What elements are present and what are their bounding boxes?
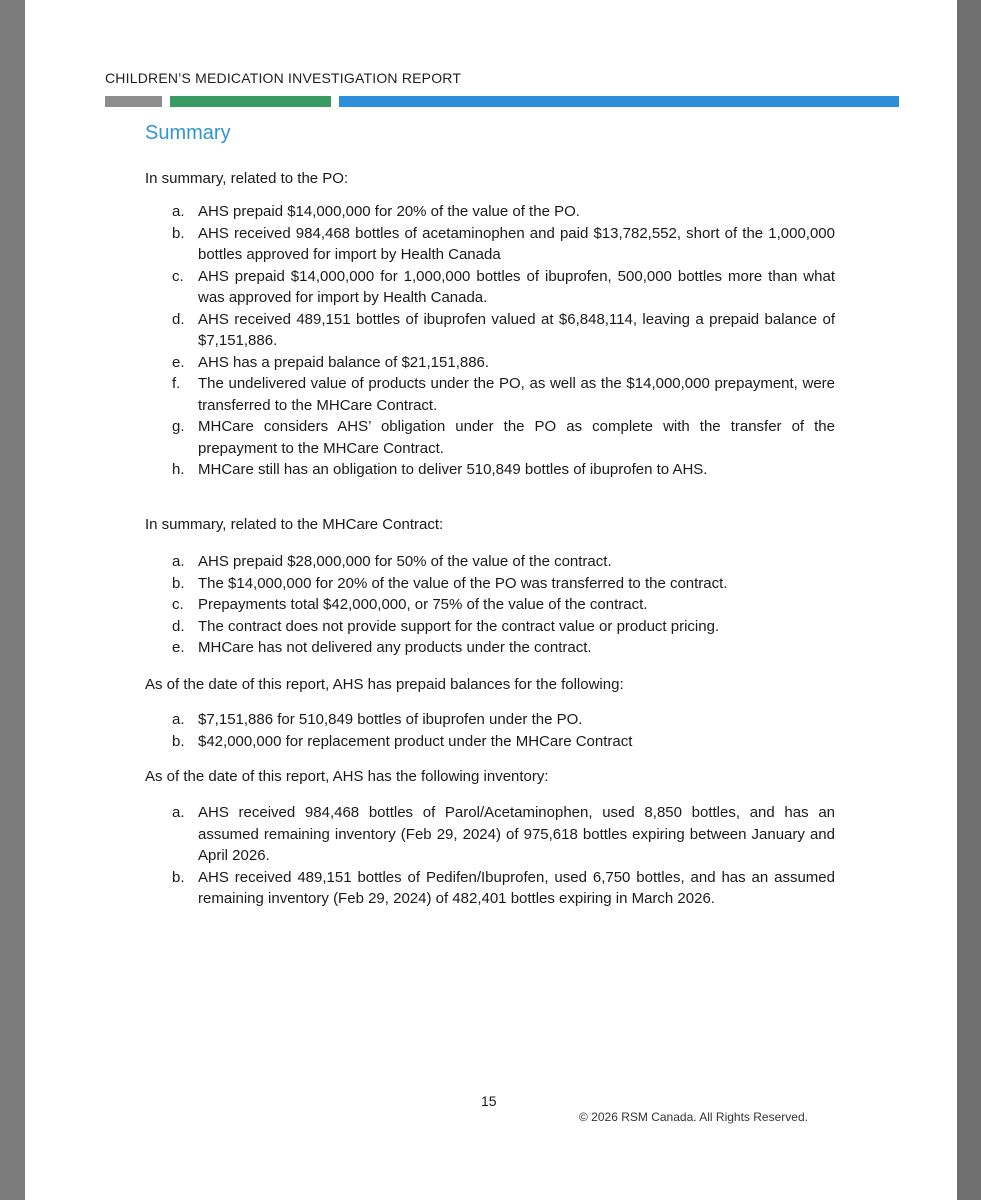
- list-item: [145, 266, 835, 309]
- list-item-text: AHS has a prepaid balance of $21,151,886.: [198, 353, 490, 371]
- list-item: [145, 223, 835, 266]
- list-item: [145, 352, 835, 374]
- list-item-marker: h.: [172, 461, 185, 478]
- list-item-marker: d.: [172, 310, 185, 328]
- list-item: [145, 867, 835, 910]
- list-item-text: AHS prepaid $14,000,000 for 1,000,000 bottles of ibuprofen, 500,000 bottles more than what was approved for import by Health Canada.: [198, 267, 835, 306]
- list-item-text: The $14,000,000 for 20% of the value of the PO was transferred to the contract.: [198, 574, 728, 592]
- list-item-marker: g.: [172, 418, 185, 435]
- list-item-marker: b.: [172, 732, 185, 750]
- list-item: [145, 416, 835, 459]
- contract-summary-list: [145, 551, 835, 659]
- header-bar-green: [170, 96, 331, 107]
- list-item-text: AHS prepaid $14,000,000 for 20% of the value of the PO.: [198, 203, 580, 220]
- list-item-text: AHS received 984,468 bottles of acetaminophen and paid $13,782,552, short of the 1,000,000 bottles approved for import by Health Canada: [198, 224, 835, 263]
- list-item: [145, 802, 835, 867]
- list-item: [145, 573, 835, 595]
- report-header-title: CHILDREN’S MEDICATION INVESTIGATION REPORT: [105, 70, 462, 86]
- balances-intro: As of the date of this report, AHS has prepaid balances for the following:: [145, 676, 624, 693]
- list-item-text: Prepayments total $42,000,000, or 75% of the value of the contract.: [198, 596, 648, 613]
- list-item-text: $42,000,000 for replacement product under the MHCare Contract: [198, 732, 633, 750]
- list-item-marker: b.: [172, 224, 185, 242]
- list-item-marker: e.: [172, 353, 185, 371]
- header-bar-blue: [339, 96, 899, 107]
- section-title: Summary: [145, 122, 231, 144]
- list-item: [145, 594, 835, 616]
- list-item-marker: a.: [172, 804, 185, 821]
- list-item: [145, 731, 835, 753]
- list-item-text: The contract does not provide support for the contract value or product pricing.: [198, 617, 720, 635]
- list-item-marker: e.: [172, 639, 185, 656]
- list-item-marker: a.: [172, 203, 185, 220]
- list-item-marker: c.: [172, 267, 184, 285]
- list-item: [145, 309, 835, 352]
- list-item-text: The undelivered value of products under the PO, as well as the $14,000,000 prepayment, were transferred to the MHCare Contract.: [198, 375, 835, 414]
- list-item: [145, 616, 835, 638]
- list-item-marker: b.: [172, 574, 185, 592]
- inventory-list: [145, 802, 835, 910]
- list-item-text: MHCare considers AHS’ obligation under the PO as complete with the transfer of the prepayment to the MHCare Contract.: [198, 418, 835, 457]
- contract-summary-intro: In summary, related to the MHCare Contract:: [145, 516, 444, 533]
- po-summary-list: [145, 201, 835, 481]
- list-item-text: AHS received 489,151 bottles of ibuprofen valued at $6,848,114, leaving a prepaid balance of $7,151,886.: [198, 310, 835, 349]
- list-item: [145, 373, 835, 416]
- list-item: [145, 551, 835, 573]
- list-item: [145, 709, 835, 731]
- list-item-marker: a.: [172, 711, 185, 728]
- list-item-marker: b.: [172, 868, 185, 886]
- list-item: [145, 459, 835, 481]
- list-item-marker: d.: [172, 617, 185, 635]
- page-number: 15: [481, 1093, 497, 1109]
- list-item-text: AHS received 984,468 bottles of Parol/Acetaminophen, used 8,850 bottles, and has an assumed remaining inventory (Feb 29, 2024) of 975,618 bottles expiring between January and April 2026.: [198, 804, 835, 864]
- copyright-footer: © 2026 RSM Canada. All Rights Reserved.: [579, 1110, 808, 1124]
- po-summary-intro: In summary, related to the PO:: [145, 170, 349, 187]
- document-page: [25, 0, 957, 1200]
- list-item-text: AHS received 489,151 bottles of Pedifen/Ibuprofen, used 6,750 bottles, and has an assumed remaining inventory (Feb 29, 2024) of 482,401 bottles expiring in March 2026.: [198, 868, 835, 907]
- list-item-text: MHCare has not delivered any products under the contract.: [198, 639, 592, 656]
- list-item-text: MHCare still has an obligation to deliver 510,849 bottles of ibuprofen to AHS.: [198, 461, 708, 478]
- balances-list: [145, 709, 835, 752]
- header-bar-gray: [105, 96, 162, 107]
- list-item: [145, 637, 835, 659]
- list-item-text: AHS prepaid $28,000,000 for 50% of the value of the contract.: [198, 553, 612, 570]
- list-item-text: $7,151,886 for 510,849 bottles of ibuprofen under the PO.: [198, 711, 583, 728]
- inventory-intro: As of the date of this report, AHS has the following inventory:: [145, 768, 549, 785]
- scan-edge-shadow: [957, 0, 981, 1200]
- list-item-marker: a.: [172, 553, 185, 570]
- list-item-marker: c.: [172, 596, 184, 613]
- list-item: [145, 201, 835, 223]
- list-item-marker: f.: [172, 375, 181, 392]
